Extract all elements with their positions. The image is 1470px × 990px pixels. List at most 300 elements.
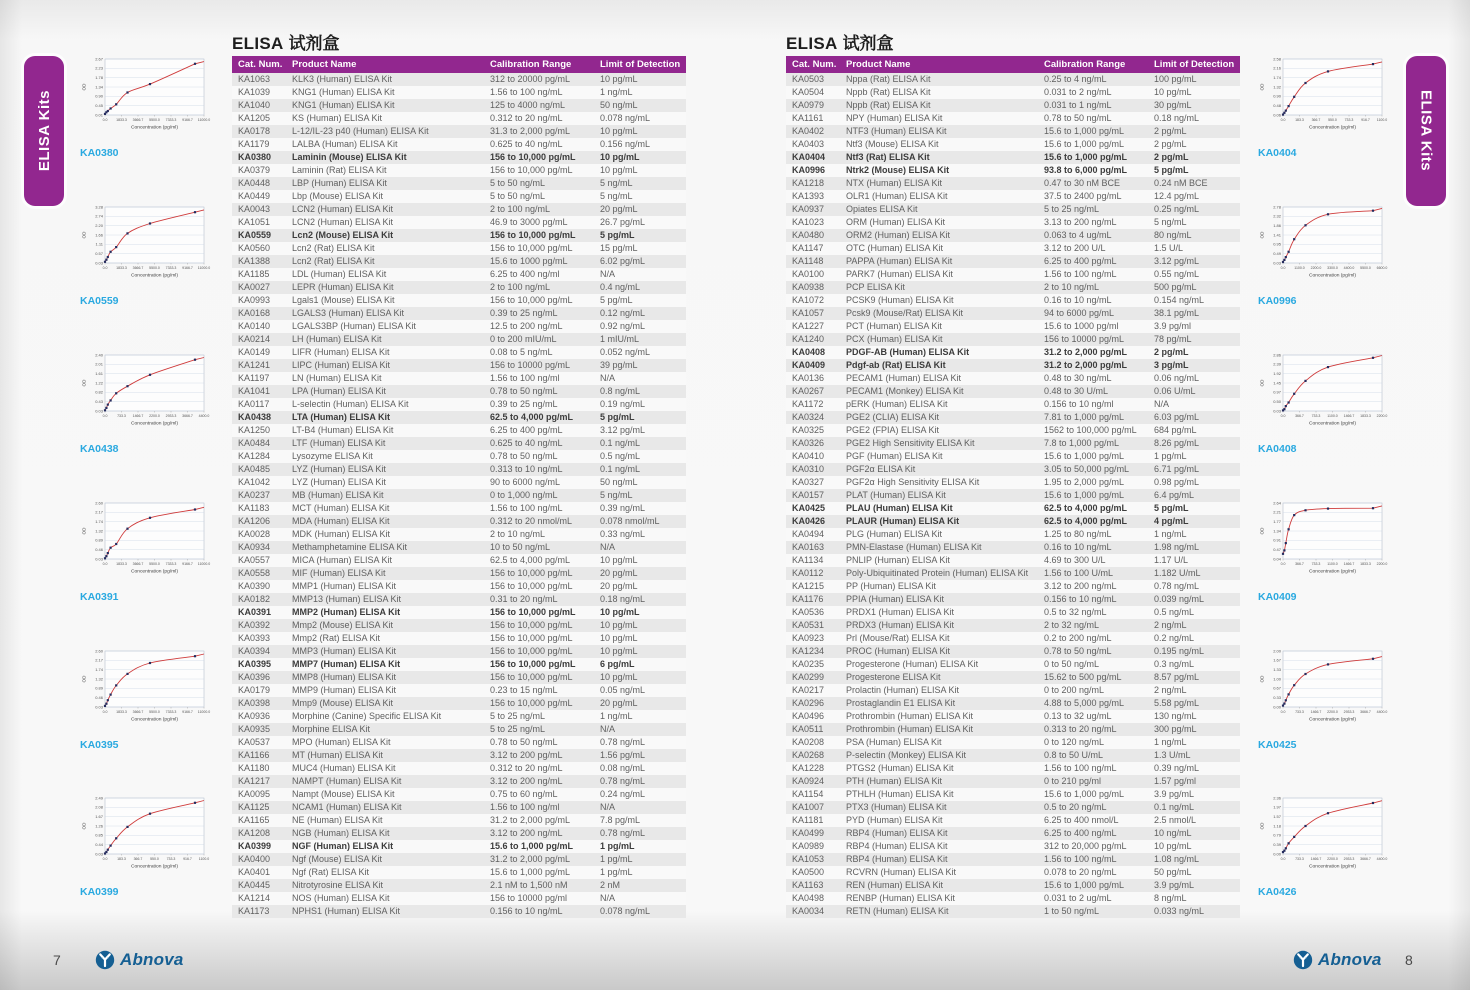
limit-of-detection-cell: 4 pg/mL (1154, 516, 1189, 526)
table-row (786, 567, 1240, 580)
limit-of-detection-cell: 5 ng/mL (600, 178, 633, 188)
product-name-cell: KS (Human) ELISA Kit (292, 113, 383, 123)
product-name-cell: PCSK9 (Human) ELISA Kit (846, 295, 954, 305)
limit-of-detection-cell: 0.25 ng/mL (1154, 204, 1200, 214)
svg-text:3666.7: 3666.7 (132, 266, 144, 270)
table-row (232, 164, 686, 177)
limit-of-detection-cell: 1.57 pg/ml (1154, 776, 1197, 786)
limit-of-detection-cell: N/A (600, 724, 616, 734)
cat-num-cell: KA0993 (238, 295, 271, 305)
cat-num-cell: KA0537 (238, 737, 271, 747)
svg-text:Concentration (pg/ml): Concentration (pg/ml) (1308, 569, 1357, 575)
table-row (786, 697, 1240, 710)
catalog-number-link[interactable]: KA0391 (80, 591, 119, 603)
svg-text:0.85: 0.85 (95, 832, 103, 838)
table-row (232, 762, 686, 775)
cat-num-cell: KA0558 (238, 568, 271, 578)
calibration-range-cell: 62.5 to 4,000 pg/mL (1044, 503, 1128, 513)
calibration-range-cell: 0.5 to 32 ng/mL (1044, 607, 1107, 617)
svg-text:OD: OD (81, 83, 87, 91)
limit-of-detection-cell: 0.078 ng/mL (600, 113, 651, 123)
calibration-range-cell: 156 to 10,000 pg/mL (490, 165, 573, 175)
catalog-number-link[interactable]: KA0425 (1258, 739, 1297, 751)
svg-text:2200.0: 2200.0 (1310, 266, 1322, 270)
product-name-cell: PECAM1 (Monkey) ELISA Kit (846, 386, 964, 396)
svg-text:1833.3: 1833.3 (116, 118, 127, 122)
limit-of-detection-cell: N/A (600, 269, 616, 279)
cat-num-cell: KA1166 (238, 750, 270, 760)
limit-of-detection-cell: 10 pg/mL (600, 633, 638, 643)
calibration-range-cell: 1.25 to 80 ng/mL (1044, 529, 1112, 539)
svg-text:2.67: 2.67 (95, 56, 103, 62)
cat-num-cell: KA1161 (792, 113, 824, 123)
product-name-cell: NCAM1 (Human) ELISA Kit (292, 802, 402, 812)
cat-num-cell: KA0449 (238, 191, 271, 201)
svg-text:Concentration (pg/ml): Concentration (pg/ml) (130, 717, 179, 723)
svg-text:0.03: 0.03 (95, 408, 103, 414)
product-name-cell: LCN2 (Human) ELISA Kit (292, 204, 394, 214)
cat-num-cell: KA1388 (238, 256, 271, 266)
calibration-range-cell: 46.9 to 3000 pg/mL (490, 217, 568, 227)
calibration-range-cell: 5 to 25 ng/mL (490, 711, 546, 721)
product-name-cell: PGE2 High Sensitivity ELISA Kit (846, 438, 975, 448)
limit-of-detection-cell: 1.17 U/L (1154, 555, 1189, 565)
svg-text:0.0: 0.0 (102, 118, 108, 122)
table-row (786, 684, 1240, 697)
limit-of-detection-cell: 2 pg/mL (1154, 152, 1189, 162)
svg-text:0.50: 0.50 (1273, 399, 1281, 405)
table-row (786, 450, 1240, 463)
cat-num-cell: KA0560 (238, 243, 271, 253)
cat-num-cell: KA0267 (792, 386, 825, 396)
limit-of-detection-cell: 0.19 ng/mL (600, 399, 646, 409)
table-row (232, 866, 686, 879)
svg-text:2.17: 2.17 (95, 509, 103, 515)
table-row (786, 632, 1240, 645)
cat-num-cell: KA0536 (792, 607, 825, 617)
page-number-left: 7 (53, 952, 61, 968)
svg-text:0.97: 0.97 (1273, 389, 1281, 395)
calibration-range-cell: 3.05 to 50,000 pg/mL (1044, 464, 1130, 474)
table-row (786, 177, 1240, 190)
table-row (786, 905, 1240, 918)
limit-of-detection-cell: 0.18 ng/mL (1154, 113, 1200, 123)
svg-text:1.61: 1.61 (95, 371, 103, 377)
svg-text:0.46: 0.46 (95, 547, 103, 553)
product-name-cell: LDL (Human) ELISA Kit (292, 269, 387, 279)
catalog-number-link[interactable]: KA0996 (1258, 295, 1297, 307)
table-row (786, 801, 1240, 814)
product-name-cell: Prothrombin (Human) ELISA Kit (846, 711, 974, 721)
table-row (232, 86, 686, 99)
svg-text:OD: OD (1259, 379, 1265, 387)
svg-text:366.7: 366.7 (133, 857, 143, 861)
svg-text:1.77: 1.77 (1273, 519, 1281, 525)
calibration-curve-chart (1256, 647, 1390, 725)
calibration-range-cell: 31.2 to 2,000 pg/mL (490, 854, 571, 864)
calibration-chart-block (78, 647, 212, 751)
calibration-curve-chart (1256, 794, 1390, 872)
table-row (786, 879, 1240, 892)
limit-of-detection-cell: 0.195 ng/mL (1154, 646, 1205, 656)
product-name-cell: MICA (Human) ELISA Kit (292, 555, 393, 565)
table-row (232, 190, 686, 203)
calibration-range-cell: 0.75 to 60 ng/mL (490, 789, 558, 799)
product-name-cell: Nppb (Rat) ELISA Kit (846, 87, 931, 97)
table-row (232, 645, 686, 658)
calibration-range-cell: 0.78 to 50 ng/mL (1044, 646, 1112, 656)
calibration-range-cell: 2 to 100 ng/mL (490, 204, 551, 214)
limit-of-detection-cell: 0.55 ng/mL (1154, 269, 1200, 279)
product-name-cell: PTHLH (Human) ELISA Kit (846, 789, 954, 799)
limit-of-detection-cell: 1 pg/mL (600, 854, 633, 864)
table-row (232, 125, 686, 138)
cat-num-cell: KA0149 (238, 347, 271, 357)
limit-of-detection-cell: N/A (1154, 399, 1170, 409)
svg-text:2933.3: 2933.3 (165, 414, 177, 418)
cat-num-cell: KA0936 (238, 711, 271, 721)
svg-text:11000.0: 11000.0 (197, 266, 211, 270)
svg-text:0.90: 0.90 (1273, 93, 1281, 99)
cat-num-cell: KA0100 (792, 269, 825, 279)
calibration-range-cell: 3.12 to 200 U/L (1044, 243, 1106, 253)
svg-text:0.82: 0.82 (95, 389, 103, 395)
calibration-range-cell: 5 to 25 ng/mL (1044, 204, 1100, 214)
calibration-curve-chart (78, 203, 212, 281)
limit-of-detection-cell: 20 pg/mL (600, 581, 638, 591)
table-row (786, 164, 1240, 177)
svg-text:5500.0: 5500.0 (149, 266, 160, 270)
svg-text:2.17: 2.17 (95, 657, 103, 663)
limit-of-detection-cell: 0.12 ng/mL (600, 308, 646, 318)
calibration-range-cell: 0.156 to 10 ng/mL (1044, 594, 1117, 604)
product-name-cell: Poly-Ubiquitinated Protein (Human) ELISA Kit (846, 568, 1029, 578)
cat-num-cell: KA1183 (238, 503, 270, 513)
product-name-cell: Nppb (Rat) ELISA Kit (846, 100, 931, 110)
calibration-range-cell: 4.69 to 300 U/L (1044, 555, 1106, 565)
product-name-cell: PRDX1 (Human) ELISA Kit (846, 607, 955, 617)
limit-of-detection-cell: 10 pg/mL (600, 607, 640, 617)
calibration-range-cell: 0.063 to 4 ug/mL (1044, 230, 1112, 240)
limit-of-detection-cell: 20 pg/mL (600, 204, 638, 214)
svg-text:1.74: 1.74 (95, 519, 103, 525)
limit-of-detection-cell: 0.24 nM BCE (1154, 178, 1208, 188)
catalog-number-link[interactable]: KA0408 (1258, 443, 1297, 455)
catalog-number-link[interactable]: KA0438 (80, 443, 119, 455)
table-row (232, 515, 686, 528)
svg-text:2.01: 2.01 (95, 361, 103, 367)
cat-num-cell: KA0485 (238, 464, 271, 474)
svg-text:0.03: 0.03 (95, 260, 103, 266)
header-cat-num: Cat. Num. (232, 56, 286, 73)
calibration-range-cell: 156 to 10,000 pg/mL (490, 633, 573, 643)
calibration-range-cell: 0.39 to 25 ng/mL (490, 399, 558, 409)
cat-num-cell: KA1250 (238, 425, 271, 435)
svg-text:0.43: 0.43 (95, 399, 103, 405)
svg-text:5500.0: 5500.0 (149, 118, 160, 122)
product-name-cell: NOS (Human) ELISA Kit (292, 893, 390, 903)
calibration-range-cell: 156 to 10000 pg/ml (490, 893, 568, 903)
table-header-row (232, 56, 686, 73)
catalog-number-link[interactable]: KA0399 (80, 886, 119, 898)
cat-num-cell: KA0390 (238, 581, 271, 591)
elisa-kits-table-right (786, 56, 1240, 918)
limit-of-detection-cell: 1.182 U/mL (1154, 568, 1201, 578)
product-name-cell: L-12/IL-23 p40 (Human) ELISA Kit (292, 126, 429, 136)
calibration-range-cell: 0 to 200 mIU/mL (490, 334, 557, 344)
limit-of-detection-cell: 1.98 ng/mL (1154, 542, 1200, 552)
calibration-chart-block (1256, 351, 1390, 455)
svg-text:1466.7: 1466.7 (1343, 414, 1355, 418)
cat-num-cell: KA1197 (238, 373, 270, 383)
limit-of-detection-cell: 6.4 pg/mL (1154, 490, 1195, 500)
limit-of-detection-cell: 5 pg/mL (1154, 503, 1189, 513)
svg-text:0.0: 0.0 (102, 414, 108, 418)
calibration-range-cell: 156 to 10,000 pg/mL (490, 620, 573, 630)
svg-text:0.03: 0.03 (95, 556, 103, 562)
cat-num-cell: KA0403 (792, 139, 825, 149)
svg-text:1100.0: 1100.0 (1376, 118, 1388, 122)
header-calibration-range: Calibration Range (1038, 56, 1148, 73)
table-row (232, 177, 686, 190)
cat-num-cell: KA0396 (238, 672, 271, 682)
svg-text:1100.0: 1100.0 (1327, 414, 1338, 418)
limit-of-detection-cell: 3.12 pg/mL (600, 425, 646, 435)
svg-text:Concentration (pg/ml): Concentration (pg/ml) (1308, 421, 1357, 427)
svg-text:2.60: 2.60 (95, 500, 103, 506)
svg-text:0.89: 0.89 (95, 685, 103, 691)
table-row (786, 385, 1240, 398)
limit-of-detection-cell: 10 pg/mL (600, 620, 638, 630)
product-name-cell: LEPR (Human) ELISA Kit (292, 282, 394, 292)
product-name-cell: NTX (Human) ELISA Kit (846, 178, 943, 188)
product-name-cell: Lbp (Mouse) ELISA Kit (292, 191, 384, 201)
svg-text:7333.3: 7333.3 (165, 118, 177, 122)
limit-of-detection-cell: 6 pg/mL (600, 659, 635, 669)
calibration-range-cell: 2 to 100 ng/mL (490, 282, 551, 292)
svg-text:0.57: 0.57 (95, 251, 103, 257)
calibration-range-cell: 0.78 to 50 ng/mL (490, 451, 558, 461)
svg-text:733.3: 733.3 (166, 857, 176, 861)
product-name-cell: Opiates ELISA Kit (846, 204, 918, 214)
table-row (786, 476, 1240, 489)
table-row (232, 671, 686, 684)
table-row (232, 463, 686, 476)
svg-text:1.67: 1.67 (1273, 657, 1281, 663)
limit-of-detection-cell: 20 pg/mL (600, 698, 638, 708)
limit-of-detection-cell: 30 pg/mL (1154, 100, 1192, 110)
catalog-number-link[interactable]: KA0409 (1258, 591, 1297, 603)
limit-of-detection-cell: 3.9 pg/mL (1154, 789, 1195, 799)
cat-num-cell: KA1154 (792, 789, 824, 799)
table-row (232, 151, 686, 164)
table-row (232, 216, 686, 229)
limit-of-detection-cell: 0.154 ng/mL (1154, 295, 1205, 305)
svg-text:2200.0: 2200.0 (149, 414, 160, 418)
table-row (232, 450, 686, 463)
calibration-range-cell: 156 to 10,000 pg/mL (490, 607, 576, 617)
limit-of-detection-cell: 0.2 ng/mL (1154, 633, 1195, 643)
limit-of-detection-cell: 1.56 pg/mL (600, 750, 646, 760)
table-row (786, 216, 1240, 229)
cat-num-cell: KA0480 (792, 230, 825, 240)
cat-num-cell: KA0503 (792, 74, 825, 84)
product-name-cell: Ntrk2 (Mouse) ELISA Kit (846, 165, 950, 175)
limit-of-detection-cell: 0.39 ng/mL (1154, 763, 1200, 773)
svg-text:Concentration (pg/ml): Concentration (pg/ml) (130, 864, 179, 870)
limit-of-detection-cell: 1 pg/mL (1154, 451, 1187, 461)
product-name-cell: MMP1 (Human) ELISA Kit (292, 581, 397, 591)
product-name-cell: MB (Human) ELISA Kit (292, 490, 384, 500)
catalog-number-link[interactable]: KA0380 (80, 147, 119, 159)
calibration-range-cell: 1.56 to 100 ng/mL (1044, 763, 1117, 773)
cat-num-cell: KA0379 (238, 165, 271, 175)
cat-num-cell: KA0326 (792, 438, 825, 448)
product-name-cell: PGE2 (FPIA) ELISA Kit (846, 425, 940, 435)
header-limit-of-detection: Limit of Detection (594, 56, 686, 73)
svg-text:2200.0: 2200.0 (1327, 710, 1338, 714)
limit-of-detection-cell: 0.78 ng/mL (600, 828, 646, 838)
calibration-chart-block (1256, 55, 1390, 159)
product-name-cell: REN (Human) ELISA Kit (846, 880, 944, 890)
cat-num-cell: KA1063 (238, 74, 271, 84)
svg-text:OD: OD (81, 527, 87, 535)
svg-text:0.45: 0.45 (95, 103, 103, 109)
calibration-range-cell: 37.5 to 2400 pg/mL (1044, 191, 1122, 201)
table-row (786, 762, 1240, 775)
table-row (232, 710, 686, 723)
svg-text:2.23: 2.23 (95, 65, 103, 71)
product-name-cell: NPY (Human) ELISA Kit (846, 113, 943, 123)
cat-num-cell: KA1163 (792, 880, 824, 890)
product-name-cell: Mmp2 (Rat) ELISA Kit (292, 633, 381, 643)
cat-num-cell: KA0179 (238, 685, 271, 695)
svg-text:OD: OD (1259, 675, 1265, 683)
page-title-zh: 试剂盒 (288, 34, 340, 53)
catalog-number-link[interactable]: KA0559 (80, 295, 119, 307)
limit-of-detection-cell: 684 pg/mL (1154, 425, 1197, 435)
calibration-range-cell: 1.56 to 100 ng/ml (490, 802, 560, 812)
limit-of-detection-cell: 0.3 ng/mL (1154, 659, 1195, 669)
table-row (232, 840, 686, 853)
svg-text:183.3: 183.3 (117, 857, 126, 861)
calibration-range-cell: 0.39 to 25 ng/mL (490, 308, 558, 318)
cat-num-cell: KA1181 (792, 815, 824, 825)
table-row (786, 99, 1240, 112)
svg-text:2933.3: 2933.3 (1343, 857, 1355, 861)
limit-of-detection-cell: 0.08 ng/mL (600, 763, 646, 773)
calibration-range-cell: 0.08 to 5 ng/mL (490, 347, 553, 357)
calibration-range-cell: 15.6 to 1000 pg/ml (1044, 321, 1119, 331)
calibration-range-cell: 0.312 to 20 ng/mL (490, 113, 563, 123)
table-row (232, 476, 686, 489)
catalog-number-link[interactable]: KA0404 (1258, 147, 1297, 159)
svg-text:0.48: 0.48 (1273, 103, 1281, 109)
table-row (232, 398, 686, 411)
svg-text:0.0: 0.0 (102, 710, 108, 714)
svg-text:1.32: 1.32 (95, 528, 103, 534)
svg-text:0.79: 0.79 (1273, 832, 1281, 838)
calibration-range-cell: 6.25 to 400 ng/mL (1044, 828, 1117, 838)
svg-text:1833.3: 1833.3 (116, 562, 127, 566)
page-title-left (232, 29, 340, 54)
table-row (232, 606, 686, 619)
limit-of-detection-cell: 50 ng/mL (600, 477, 638, 487)
svg-text:550.0: 550.0 (1328, 118, 1337, 122)
calibration-range-cell: 0.625 to 40 ng/mL (490, 139, 563, 149)
svg-text:0.0: 0.0 (1280, 857, 1286, 861)
table-row (232, 294, 686, 307)
svg-text:0.0: 0.0 (102, 562, 108, 566)
elisa-kits-tab-right[interactable] (1406, 56, 1446, 206)
product-name-cell: PLAT (Human) ELISA Kit (846, 490, 946, 500)
table-row (786, 398, 1240, 411)
svg-text:7333.3: 7333.3 (165, 562, 177, 566)
product-name-cell: Ngf (Rat) ELISA Kit (292, 867, 370, 877)
product-name-cell: PCT (Human) ELISA Kit (846, 321, 942, 331)
svg-text:Concentration (pg/ml): Concentration (pg/ml) (130, 125, 179, 131)
limit-of-detection-cell: 8 ng/mL (1154, 893, 1187, 903)
calibration-range-cell: 94 to 6000 pg/mL (1044, 308, 1115, 318)
catalog-number-link[interactable]: KA0395 (80, 739, 119, 751)
elisa-kits-tab-left[interactable] (24, 56, 64, 206)
cat-num-cell: KA0043 (238, 204, 271, 214)
calibration-range-cell: 1.95 to 2,000 pg/mL (1044, 477, 1125, 487)
calibration-range-cell: 0.16 to 10 ng/mL (1044, 542, 1112, 552)
calibration-range-cell: 15.6 to 1,000 pg/mL (490, 841, 574, 851)
calibration-range-cell: 0.625 to 40 ng/mL (490, 438, 563, 448)
calibration-range-cell: 0.8 to 50 U/mL (1044, 750, 1104, 760)
product-name-cell: PGF2α High Sensitivity ELISA Kit (846, 477, 980, 487)
limit-of-detection-cell: 300 pg/mL (1154, 724, 1197, 734)
table-header-row (786, 56, 1240, 73)
svg-text:2200.0: 2200.0 (1327, 857, 1338, 861)
cat-num-cell: KA0445 (238, 880, 271, 890)
limit-of-detection-cell: 1 ng/mL (1154, 737, 1187, 747)
table-row (232, 697, 686, 710)
table-row (232, 372, 686, 385)
svg-text:9166.7: 9166.7 (182, 266, 193, 270)
product-name-cell: RBP4 (Human) ELISA Kit (846, 828, 948, 838)
calibration-range-cell: 156 to 10,000 pg/mL (490, 230, 576, 240)
product-name-cell: Ngf (Mouse) ELISA Kit (292, 854, 383, 864)
calibration-range-cell: 0.23 to 15 ng/mL (490, 685, 558, 695)
svg-text:0.00: 0.00 (1273, 704, 1281, 710)
calibration-range-cell: 0.48 to 30 ng/mL (1044, 373, 1112, 383)
limit-of-detection-cell: 2 pg/mL (1154, 139, 1187, 149)
table-row (786, 281, 1240, 294)
product-name-cell: NAMPT (Human) ELISA Kit (292, 776, 402, 786)
svg-text:0.04: 0.04 (1273, 556, 1281, 562)
product-name-cell: MIF (Human) ELISA Kit (292, 568, 386, 578)
calibration-range-cell: 0.312 to 20 ng/mL (490, 763, 563, 773)
cat-num-cell: KA0504 (792, 87, 825, 97)
limit-of-detection-cell: 10 pg/mL (600, 152, 640, 162)
calibration-range-cell: 1.56 to 100 U/mL (1044, 568, 1114, 578)
calibration-chart-block (1256, 203, 1390, 307)
page-title-right (786, 29, 894, 54)
table-row (786, 788, 1240, 801)
abnova-antibody-icon (95, 950, 115, 970)
calibration-range-cell: 90 to 6000 ng/mL (490, 477, 561, 487)
svg-text:6600.0: 6600.0 (1376, 266, 1388, 270)
product-name-cell: MMP8 (Human) ELISA Kit (292, 672, 397, 682)
product-name-cell: MUC4 (Human) ELISA Kit (292, 763, 396, 773)
catalog-number-link[interactable]: KA0426 (1258, 886, 1297, 898)
product-name-cell: Nitrotyrosine ELISA Kit (292, 880, 384, 890)
table-row (232, 359, 686, 372)
cat-num-cell: KA0178 (238, 126, 271, 136)
